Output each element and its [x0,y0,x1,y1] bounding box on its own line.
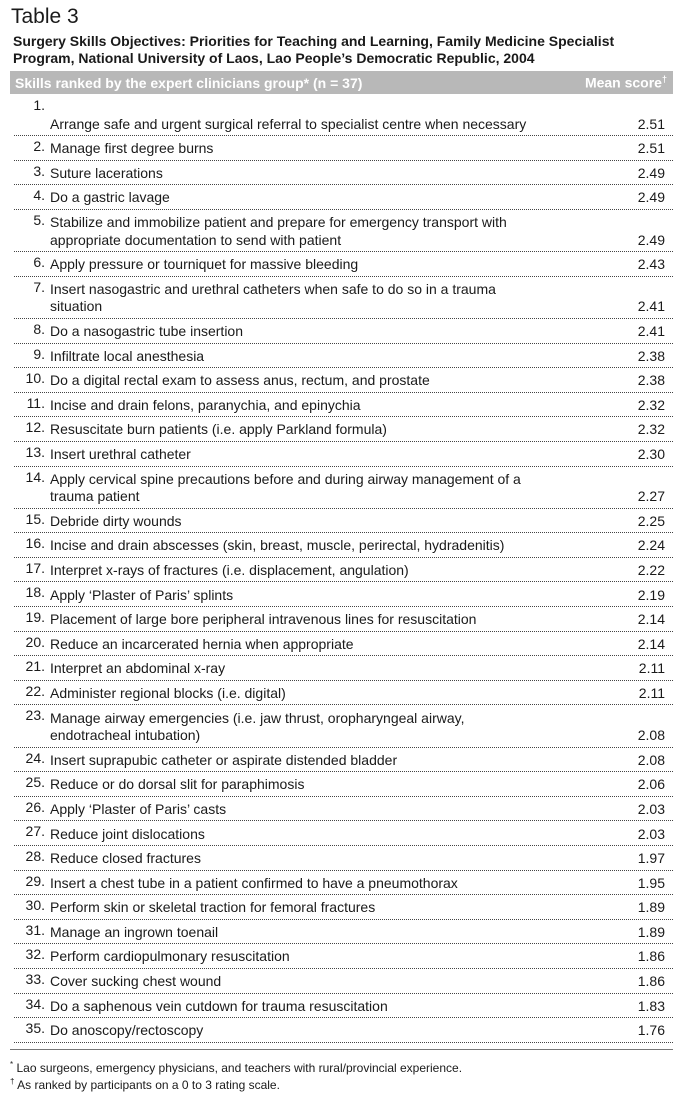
footnote-mark: † [10,1077,15,1087]
row-number: 19. [25,609,45,626]
row-skill: Manage an ingrown toenail [50,923,219,940]
row-score: 2.08 [637,751,665,768]
footnotes [10,1058,673,1093]
table-row [14,656,673,681]
table-row [14,136,673,161]
row-skill: Apply cervical spine precautions before and during airway management of a trauma patient [50,470,521,505]
table-row [14,467,673,509]
table-row [14,509,673,534]
row-score: 2.03 [637,800,665,817]
row-score: 2.06 [637,776,665,793]
row-skill: Manage first degree burns [50,140,214,157]
row-skill: Do a digital rectal exam to assess anus, rectum, and prostate [50,372,430,389]
row-number: 22. [25,682,45,699]
table-row [14,748,673,773]
row-skill: Incise and drain felons, paranychia, and epinychia [50,396,361,413]
table-row [14,681,673,706]
row-skill: Arrange safe and urgent surgical referral to specialist centre when necessary [50,115,527,132]
row-score: 2.43 [637,256,665,273]
row-skill: Do a saphenous vein cutdown for trauma resuscitation [50,997,388,1014]
table-row [14,632,673,657]
table-row [14,417,673,442]
row-skill: Apply ‘Plaster of Paris’ splints [50,586,234,603]
table-header [10,71,673,94]
row-number: 18. [25,584,45,601]
row-score: 2.49 [637,231,665,248]
row-number: 35. [25,1020,45,1037]
table-row [14,442,673,467]
row-skill: Reduce joint dislocations [50,825,205,842]
row-skill: Cover sucking chest wound [50,973,222,990]
row-skill: Administer regional blocks (i.e. digital) [50,684,286,701]
footnote-text: As ranked by participants on a 0 to 3 rating scale. [17,1078,280,1093]
row-skill: Apply pressure or tourniquet for massive bleeding [50,256,359,273]
table-row [14,772,673,797]
row-number: 5. [33,211,45,228]
row-score: 2.51 [637,115,665,132]
row-skill: Reduce or do dorsal slit for paraphimosis [50,776,305,793]
row-skill: Perform cardiopulmonary resuscitation [50,948,290,965]
row-skill: Insert suprapubic catheter or aspirate distended bladder [50,751,398,768]
table-row [14,846,673,871]
table-row [14,705,673,747]
header-skills: Skills ranked by the expert clinicians group* (n = 37) [15,74,363,91]
row-number: 25. [25,774,45,791]
row-skill: Insert a chest tube in a patient confirmed to have a pneumothorax [50,874,458,891]
row-skill: Reduce an incarcerated hernia when appropriate [50,635,354,652]
row-skill: Interpret an abdominal x-ray [50,660,226,677]
row-skill: Do anoscopy/rectoscopy [50,1022,204,1039]
row-number: 10. [25,370,45,387]
row-score: 1.89 [637,923,665,940]
row-number: 21. [25,658,45,675]
row-number: 20. [25,633,45,650]
row-number: 33. [25,970,45,987]
row-skill: Resuscitate burn patients (i.e. apply Parkland formula) [50,421,387,438]
row-score: 2.32 [637,396,665,413]
row-score: 2.51 [637,140,665,157]
row-number: 16. [25,535,45,552]
row-score: 2.27 [637,488,665,505]
row-number: 7. [33,278,45,295]
row-number: 23. [25,707,45,724]
table-row [14,161,673,186]
table-row [14,1018,673,1043]
row-skill: Suture lacerations [50,164,163,181]
row-skill: Infiltrate local anesthesia [50,347,205,364]
header-score: Mean score [584,74,662,91]
header-score-cell [585,74,667,91]
row-score: 2.03 [637,825,665,842]
table-row [14,871,673,896]
row-skill: Debride dirty wounds [50,512,182,529]
row-score: 2.30 [637,446,665,462]
row-skill: Placement of large bore peripheral intravenous lines for resuscitation [50,611,477,628]
table-row [14,969,673,994]
row-number: 26. [25,798,45,815]
row-score: 1.83 [637,997,665,1014]
row-score: 1.86 [637,948,665,965]
table-row [14,558,673,583]
table-row [14,607,673,632]
footnote [10,1058,673,1076]
row-number: 27. [25,823,45,840]
row-score: 1.76 [637,1022,665,1039]
row-number: 24. [25,749,45,766]
row-score: 1.86 [637,973,665,990]
row-skill: Stabilize and immobilize patient and prepare for emergency transport with appropriate documentation to send with patient [50,214,507,248]
row-score: 2.14 [637,611,665,628]
footnote-text: Lao surgeons, emergency physicians, and teachers with rural/provincial experience. [16,1060,463,1075]
table-row [14,582,673,607]
row-skill: Incise and drain abscesses (skin, breast, muscle, perirectal, hydradenitis) [50,537,505,554]
table-bottom-rule [10,1049,673,1050]
row-number: 6. [33,254,45,271]
row-number: 32. [25,946,45,963]
row-score: 1.97 [637,850,665,867]
row-number: 29. [25,872,45,889]
row-score: 2.19 [637,586,665,603]
row-score: 2.38 [637,347,665,364]
row-number: 15. [25,510,45,527]
footnote [10,1075,673,1093]
table-row [14,994,673,1019]
table-body [14,94,673,1043]
table-row [14,533,673,558]
table-row [14,920,673,945]
table-row [14,94,673,136]
row-score: 2.38 [637,372,665,389]
row-score: 2.25 [637,512,665,529]
table-row [14,944,673,969]
row-score: 2.14 [637,635,665,652]
table-row [14,895,673,920]
row-skill: Manage airway emergencies (i.e. jaw thrust, oropharyngeal airway, endotracheal intubation) [50,709,465,744]
row-score: 2.49 [637,189,665,206]
table-row [14,185,673,210]
table-title: Surgery Skills Objectives: Priorities for Teaching and Learning, Family Medicine Specialist Program, National University of Laos, Lao People’s Democratic Republic, 2004 [13,33,615,66]
row-skill: Do a gastric lavage [50,189,170,206]
row-skill: Insert nasogastric and urethral catheters when safe to do so in a trauma situation [50,280,496,315]
row-skill: Apply ‘Plaster of Paris’ casts [50,800,227,817]
table-row [14,319,673,344]
row-number: 4. [33,187,45,204]
table-row [14,210,673,252]
row-score: 2.41 [637,323,665,340]
row-score: 2.11 [638,660,665,677]
table-row [14,797,673,822]
table-label: Table 3 [11,5,79,28]
row-skill: Insert urethral catheter [50,446,191,462]
row-score: 2.32 [637,421,665,438]
table-row [14,277,673,319]
row-score: 2.41 [637,298,665,315]
table-row [14,252,673,277]
table-row [14,344,673,369]
row-number: 31. [25,921,45,938]
footnote-mark: * [10,1059,14,1069]
row-number: 2. [33,138,45,155]
row-score: 2.08 [637,727,665,744]
row-skill: Interpret x-rays of fractures (i.e. displacement, angulation) [50,561,409,578]
row-number: 17. [25,559,45,576]
row-number: 13. [25,443,45,460]
row-number: 28. [25,848,45,864]
row-number: 3. [33,162,45,179]
row-number: 34. [25,995,45,1012]
header-score-mark: † [661,74,667,85]
row-number: 9. [33,345,45,362]
table-row [14,821,673,846]
row-skill: Reduce closed fractures [50,850,201,867]
table-row [14,393,673,418]
row-number: 14. [25,468,45,485]
row-skill: Do a nasogastric tube insertion [50,323,243,340]
row-score: 1.95 [637,874,665,891]
row-score: 2.11 [638,684,665,701]
row-score: 2.49 [637,164,665,181]
row-score: 1.89 [637,899,665,916]
table-row [14,368,673,393]
row-number: 30. [25,897,45,914]
row-number: 8. [33,320,45,337]
row-skill: Perform skin or skeletal traction for femoral fractures [50,899,376,916]
row-score: 2.22 [637,561,665,578]
row-number: 12. [25,419,45,436]
row-score: 2.24 [637,537,665,554]
row-number: 1. [33,97,45,113]
row-number: 11. [26,394,45,411]
